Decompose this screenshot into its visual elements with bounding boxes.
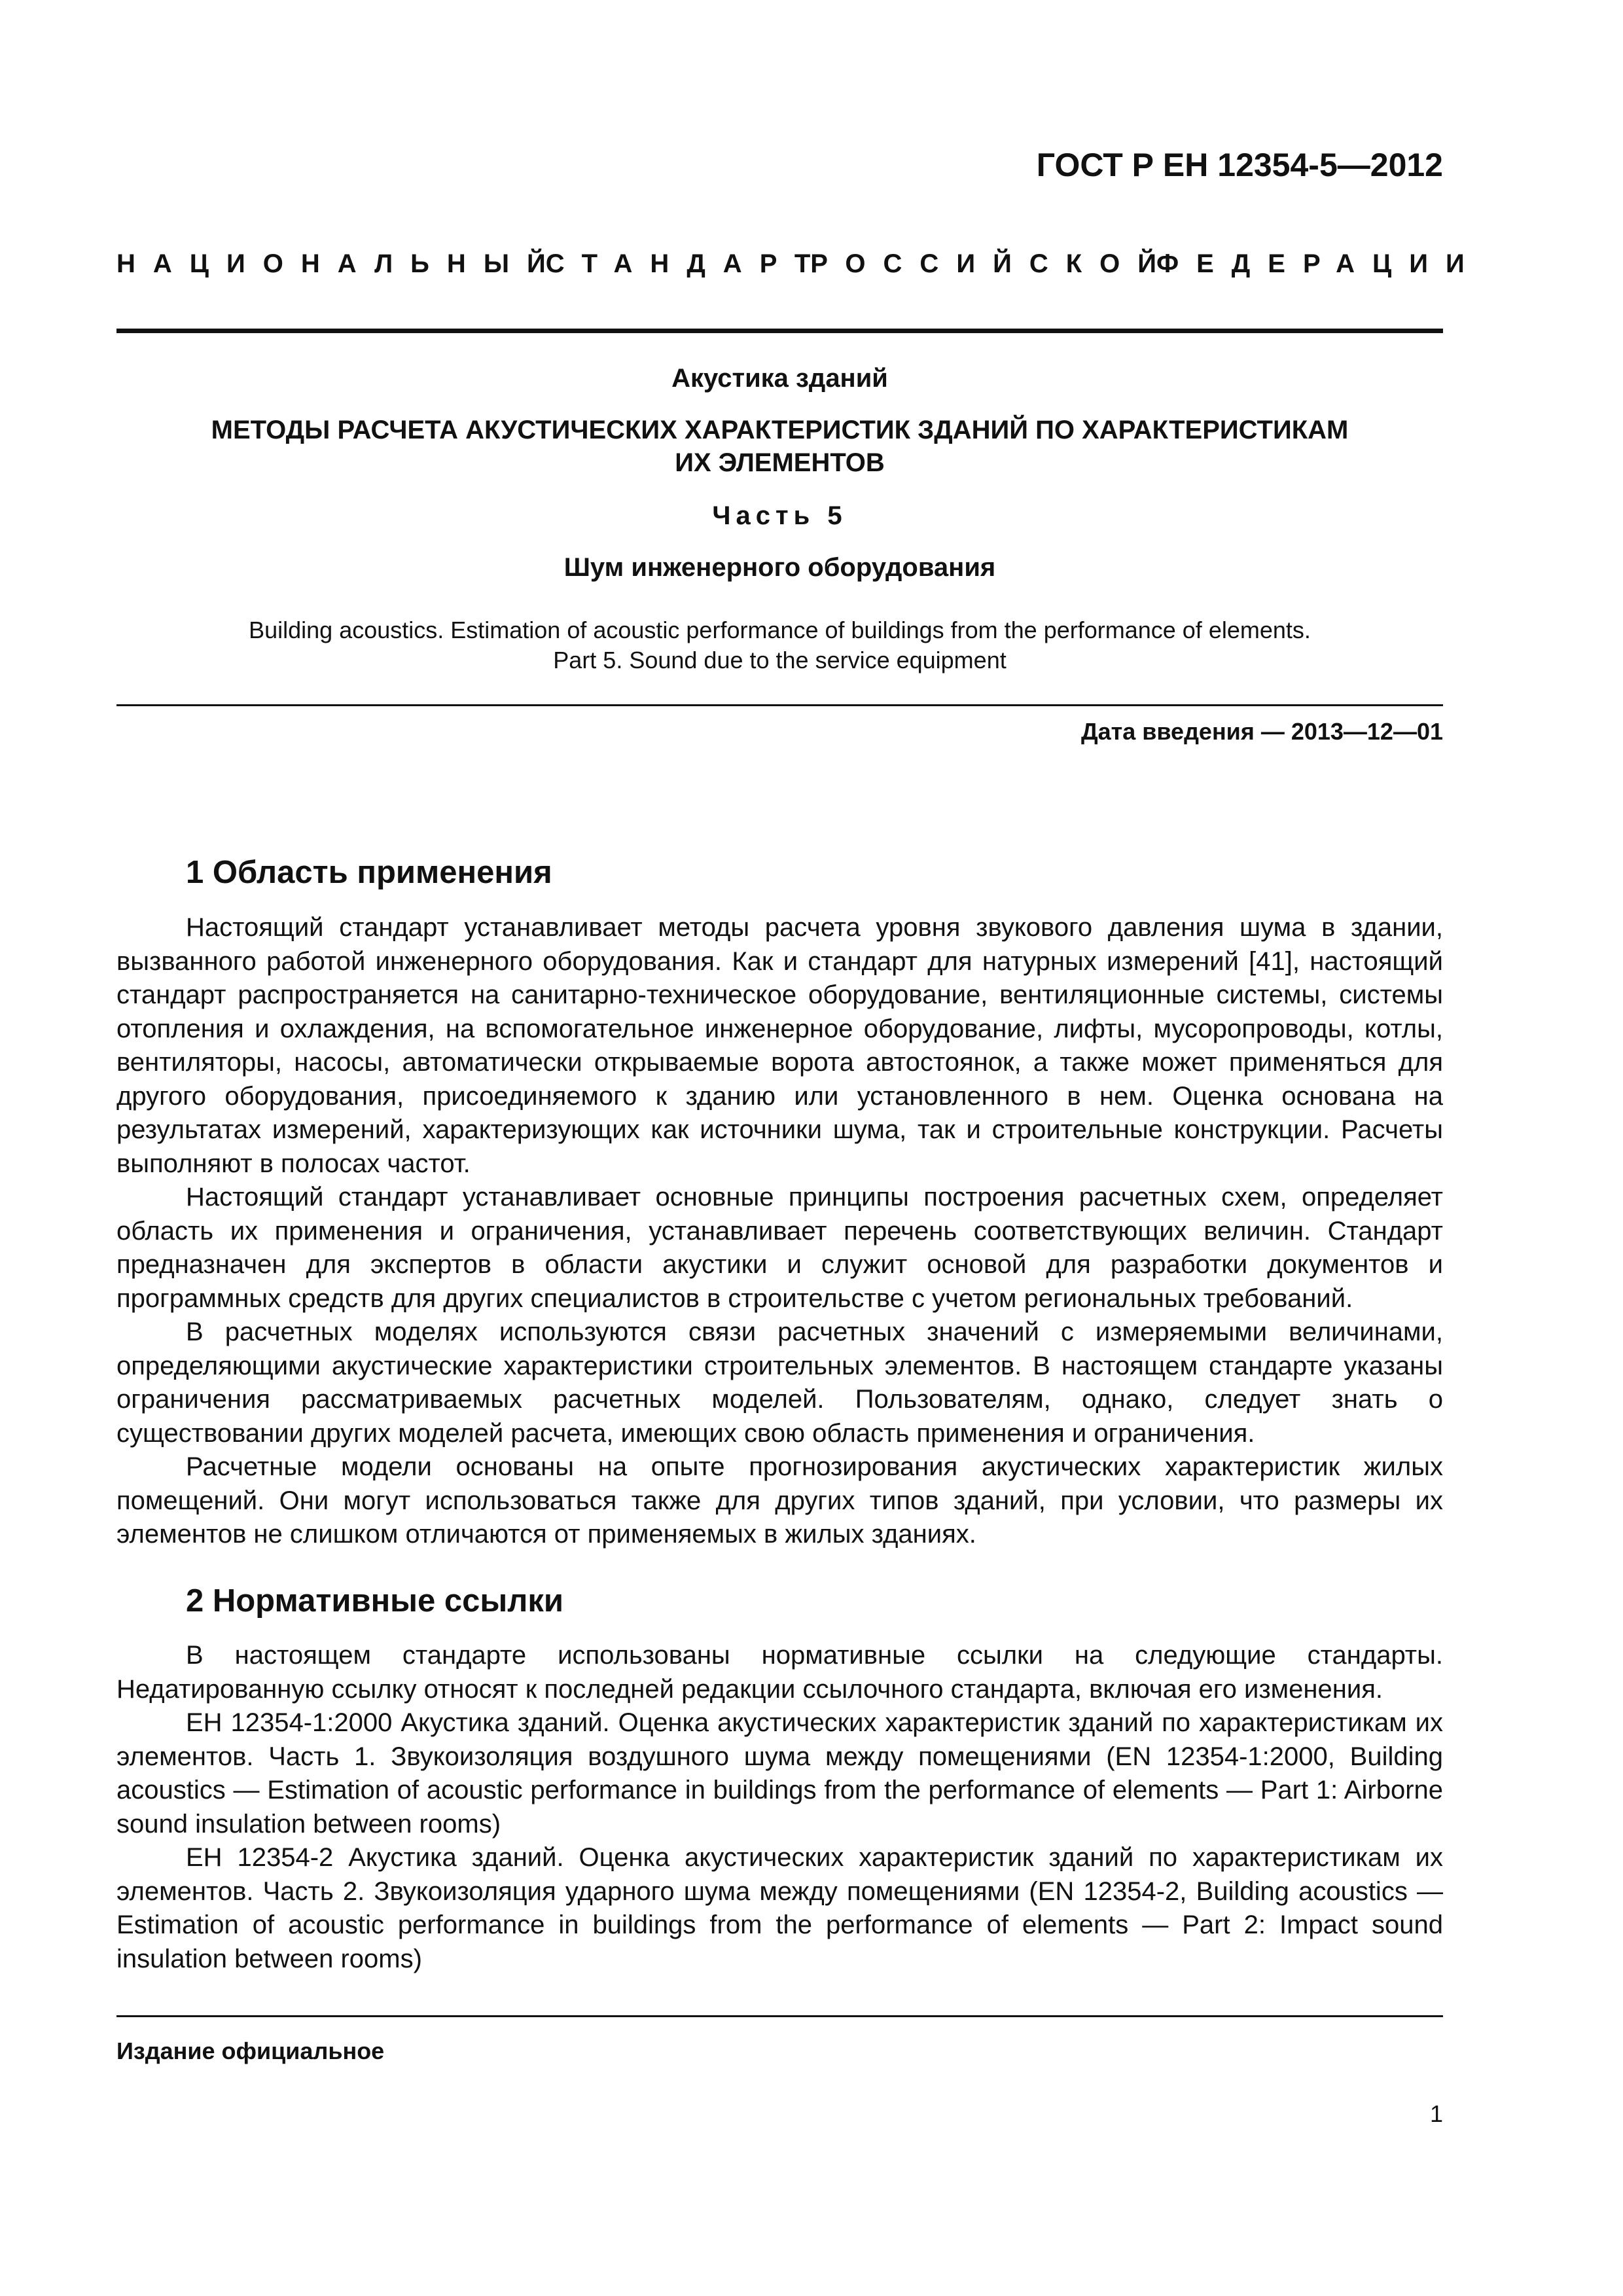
paragraph: Настоящий стандарт устанавливает основные принципы построения расчетных схем, определяет область их применения и ограничения, устанавливает перечень соответствующих величин. Стандарт предназначен для экспертов в области акустики и служит основой для разработки документов и программных средств для других специалистов в строительстве с учетом региональных требований.	[116, 1183, 1443, 1313]
main-title-line: МЕТОДЫ РАСЧЕТА АКУСТИЧЕСКИХ ХАРАКТЕРИСТИК ЗДАНИЙ ПО ХАРАКТЕРИСТИКАМ	[211, 416, 1349, 444]
english-title-line: Part 5. Sound due to the service equipment	[553, 647, 1007, 673]
part-label: Часть 5	[712, 501, 847, 530]
paragraph: Расчетные модели основаны на опыте прогнозирования акустических характеристик жилых помещений. Они могут использоваться также для других типов зданий, при условии, что размеры их элементов не слишком отличаются от применяемых в жилых зданиях.	[116, 1452, 1443, 1549]
intro-date: Дата введения — 2013—12—01	[1080, 718, 1443, 745]
document-code: ГОСТ Р ЕН 12354-5—2012	[1036, 147, 1443, 183]
section-1-body	[116, 911, 1443, 1552]
title-divider	[116, 704, 1443, 706]
main-title	[116, 414, 1443, 479]
section-2-body	[116, 1639, 1443, 1976]
national-standard-word: ФЕДЕРАЦИИ	[1156, 249, 1482, 278]
national-standard-word: СТАНДАРТ	[545, 249, 829, 278]
national-standard-word: РОССИЙСКОЙ	[810, 249, 1174, 278]
section-1-title: 1 Область применения	[186, 855, 552, 890]
edition-label: Издание официальное	[116, 2037, 385, 2064]
subject-title: Акустика зданий	[671, 364, 888, 393]
reference-entry: ЕН 12354-2 Акустика зданий. Оценка акустических характеристик зданий по характеристикам их элементов. Часть 2. Звукоизоляция ударного шума между помещениями (EN 12354-2, Building acoustics — Estimation of acoustic performance in buildings from the performance of elements — Part 2: Impact sound insulation between rooms)	[116, 1843, 1443, 1973]
paragraph: В настоящем стандарте использованы нормативные ссылки на следующие стандарты. Недатированную ссылку относят к последней редакции ссылочного стандарта, включая его изменения.	[116, 1641, 1443, 1704]
reference-entry: ЕН 12354-1:2000 Акустика зданий. Оценка акустических характеристик зданий по характеристикам их элементов. Часть 1. Звукоизоляция воздушного шума между помещениями (EN 12354-1:2000, Building acoustics — Estimation of acoustic performance in buildings from the performance of elements — Part 1: Airborne sound insulation between rooms)	[116, 1708, 1443, 1839]
paragraph: В расчетных моделях используются связи расчетных значений с измеряемыми величинами, определяющими акустические характеристики строительных элементов. В настоящем стандарте указаны ограничения рассматриваемых расчетных моделей. Пользователям, однако, следует знать о существовании других моделей расчета, имеющих свою область применения и ограничения.	[116, 1318, 1443, 1448]
main-title-line: ИХ ЭЛЕМЕНТОВ	[675, 448, 885, 477]
national-standard-word: НАЦИОНАЛЬНЫЙ	[116, 249, 563, 278]
page-number: 1	[1429, 2100, 1443, 2127]
footer-divider	[116, 2015, 1443, 2017]
english-title	[116, 615, 1443, 675]
part-title: Шум инженерного оборудования	[563, 553, 996, 582]
english-title-line: Building acoustics. Estimation of acoustic performance of buildings from the performance of elements.	[249, 617, 1311, 643]
top-divider	[116, 329, 1443, 333]
paragraph: Настоящий стандарт устанавливает методы расчета уровня звукового давления шума в здании, вызванного работой инженерного оборудования. Как и стандарт для натурных измерений [41], настоящий стандарт распространяется на санитарно-техническое оборудование, вентиляционные системы, системы отопления и охлаждения, на вспомогательное инженерное оборудование, лифты, мусоропроводы, котлы, вентиляторы, насосы, автоматически открываемые ворота автостоянок, а также может применяться для другого оборудования, присоединяемого к зданию или установленного в нем. Оценка основана на результатах измерений, характеризующих как источники шума, так и строительные конструкции. Расчеты выполняют в полосах частот.	[116, 913, 1443, 1178]
national-standard-heading	[116, 247, 1482, 280]
section-2-title: 2 Нормативные ссылки	[186, 1583, 563, 1619]
